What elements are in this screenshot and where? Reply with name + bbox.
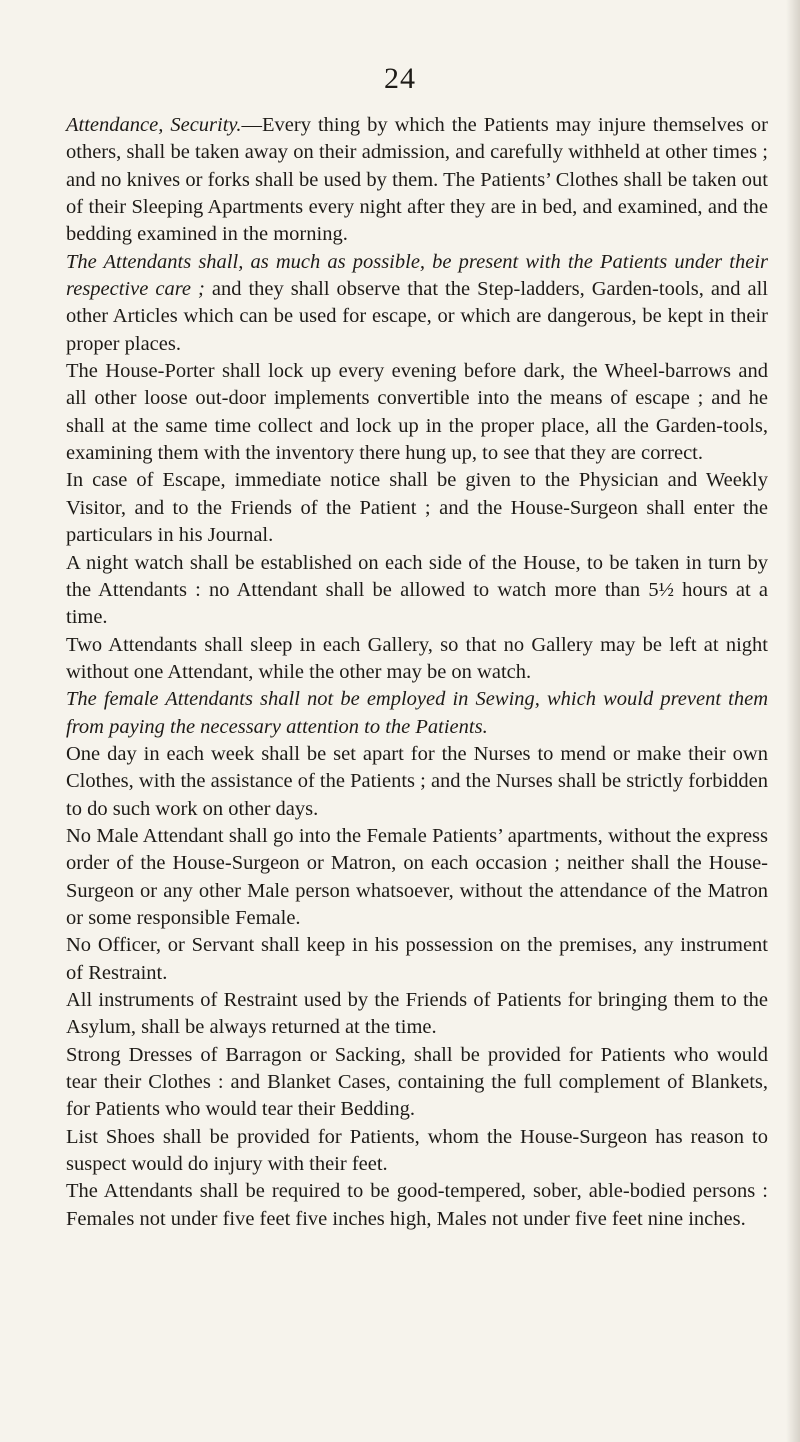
paragraph-house-porter: The House-Porter shall lock up every evening before dark, the Wheel-barrows and all other loose out-door implements convertible into the means of escape ; and he shall at the same time collect and lock up in the proper place, all the Garden-tools, examining them with the inventory there hung up, to see that they are correct. [66,360,768,465]
paragraph-attendant-requirements: The Attendants shall be required to be good-tempered, sober, able-bodied persons : Females not under five feet five inches high, Males not under five feet nine inches. [66,1180,768,1230]
paragraph-text: and they shall observe that the Step-ladders, Garden-tools, and all other Articles which can be used for escape, or which are dangerous, be kept in their proper places. [66,278,768,355]
paragraph-male-attendant: No Male Attendant shall go into the Female Patients’ apartments, without the express order of the House-Surgeon or Matron, on each occasion ; neither shall the House-Surgeon or any other Male person whatsoever, without the attendance of the Matron or some responsible Female. [66,824,768,929]
paragraph-italic: The Attendants shall, as much as possible, be present with the Patients under their respective care ; [66,250,768,301]
paragraph-restraint-returned: All instruments of Restraint used by the Friends of Patients for bringing them to the Asylum, shall be always returned at the time. [66,989,768,1039]
body-text [66,112,768,1233]
paragraph-female-attendants [66,686,768,741]
paragraph-italic: The female Attendants shall not be employed in Sewing, which would prevent them from paying the necessary attention to the Patients. [66,688,768,738]
page-number: 24 [384,62,416,95]
page-edge [786,0,800,1442]
paragraph-gallery: Two Attendants shall sleep in each Gallery, so that no Gallery may be left at night without one Attendant, while the other may be on watch. [66,633,768,683]
paragraph-strong-dresses: Strong Dresses of Barragon or Sacking, shall be provided for Patients who would tear their Clothes : and Blanket Cases, containing the full complement of Blankets, for Patients who would tear their Bedding. [66,1043,768,1121]
paragraph-lead: Attendance, Security. [66,114,242,136]
paragraph-nurses-clothes: One day in each week shall be set apart for the Nurses to mend or make their own Clothes, with the assistance of the Patients ; and the Nurses shall be strictly forbidden to do such work on other days. [66,742,768,820]
paragraph-list-shoes: List Shoes shall be provided for Patients, whom the House-Surgeon has reason to suspect would do injury with their feet. [66,1125,768,1176]
paragraph-attendants-present [66,249,768,358]
paragraph-restraint-possession: No Officer, or Servant shall keep in his possession on the premises, any instrument of Restraint. [66,934,768,984]
paragraph-escape: In case of Escape, immediate notice shall be given to the Physician and Weekly Visitor, and to the Friends of the Patient ; and the House-Surgeon shall enter the particulars in his Journal. [66,469,768,547]
paragraph-night-watch: A night watch shall be established on each side of the House, to be taken in turn by the Attendants : no Attendant shall be allowed to watch more than 5½ hours at a time. [66,551,768,629]
paragraph-text: —Every thing by which the Patients may injure themselves or others, shall be taken away on their admission, and carefully withheld at other times ; and no knives or forks shall be used by them. The Patients’ Clothes shall be taken out of their Sleeping Apartments every night after they are in bed, and examined, and the bedding examined in the morning. [66,114,768,246]
paragraph-attendance-security [66,112,768,249]
